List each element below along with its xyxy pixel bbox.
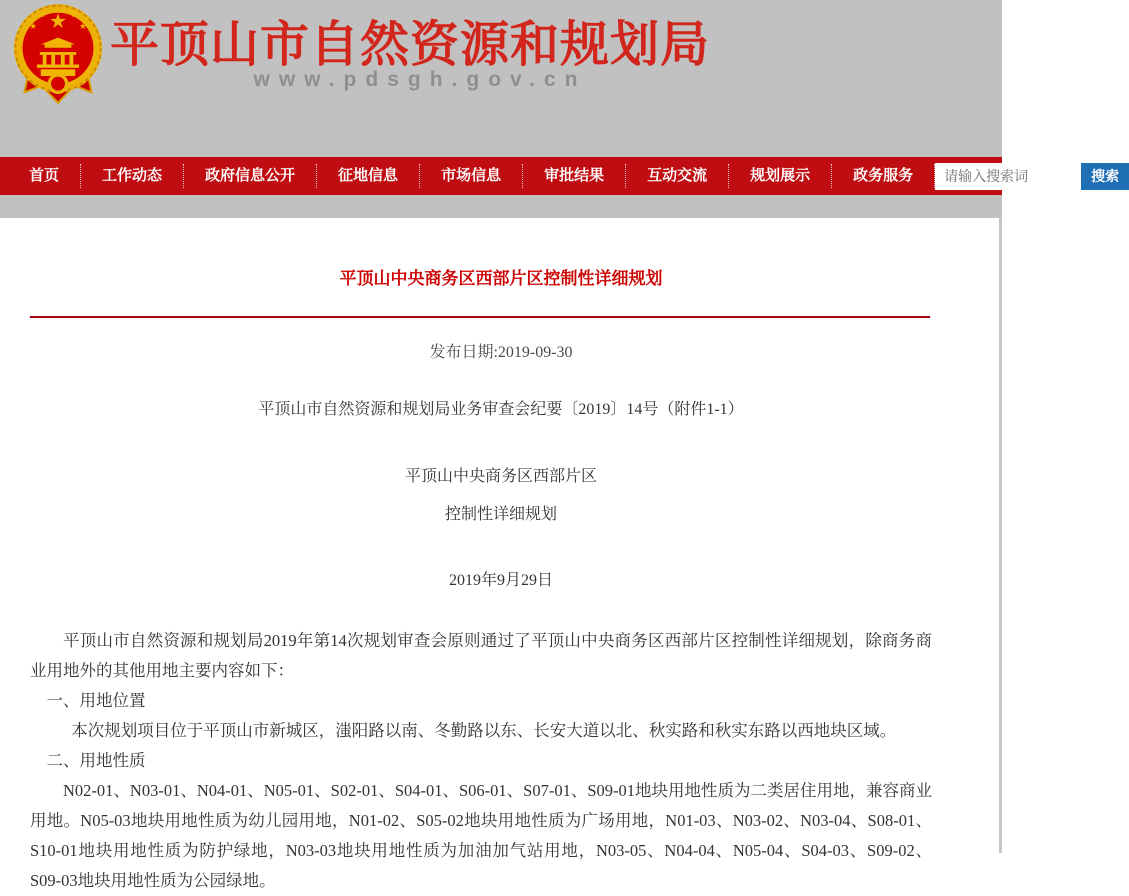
nav-item-land-acquisition-info[interactable]: 征地信息 bbox=[317, 164, 420, 188]
nav-item-gov-info-disclosure[interactable]: 政府信息公开 bbox=[184, 164, 317, 188]
document-date: 2019年9月29日 bbox=[448, 572, 553, 589]
title-divider bbox=[30, 316, 930, 318]
search-box bbox=[935, 163, 1129, 190]
article bbox=[0, 218, 1002, 896]
document-subtitle-line1: 平顶山中央商务区西部片区 bbox=[404, 468, 597, 485]
publish-date: 发布日期:2019-09-30 bbox=[429, 344, 573, 361]
section-heading: 二、用地性质 bbox=[46, 751, 146, 770]
site-title: 平顶山市自然资源和规划局 bbox=[110, 18, 711, 72]
nav-item-planning-display[interactable]: 规划展示 bbox=[729, 164, 832, 188]
document-body bbox=[30, 626, 932, 896]
china-national-emblem-icon bbox=[12, 2, 104, 104]
nav-item-interactive-exchange[interactable]: 互动交流 bbox=[626, 164, 729, 188]
search-button[interactable]: 搜索 bbox=[1081, 163, 1129, 190]
nav-items bbox=[8, 164, 935, 188]
body-paragraph: 平顶山市自然资源和规划局2019年第14次规划审查会原则通过了平顶山中央商务区西部片区控制性详细规划，除商务商业用地外的其他用地主要内容如下： bbox=[30, 631, 932, 680]
document-subtitle-line2: 控制性详细规划 bbox=[444, 506, 557, 523]
document-title: 平顶山中央商务区西部片区控制性详细规划 bbox=[339, 269, 663, 288]
body-paragraph: 本次规划项目位于平顶山市新城区，滍阳路以南、冬勤路以东、长安大道以北、秋实路和秋实东路以西地块区域。 bbox=[71, 721, 897, 740]
nav-item-approval-results[interactable]: 审批结果 bbox=[523, 164, 626, 188]
header-spacer-band bbox=[0, 195, 1002, 218]
minutes-reference: 平顶山市自然资源和规划局业务审查会纪要〔2019〕14号（附件1-1） bbox=[258, 401, 744, 418]
nav-item-market-info[interactable]: 市场信息 bbox=[420, 164, 523, 188]
search-input[interactable] bbox=[935, 163, 1075, 190]
nav-item-gov-services[interactable]: 政务服务 bbox=[832, 164, 935, 188]
section-heading: 一、用地位置 bbox=[46, 691, 146, 710]
site-url: www.pdsgh.gov.cn bbox=[253, 68, 587, 91]
window-edge-strip bbox=[999, 218, 1002, 853]
main-nav bbox=[0, 157, 1120, 195]
nav-item-work-news[interactable]: 工作动态 bbox=[81, 164, 184, 188]
site-header bbox=[0, 0, 1002, 157]
nav-item-home[interactable]: 首页 bbox=[8, 164, 81, 188]
body-paragraph: N02-01、N03-01、N04-01、N05-01、S02-01、S04-01、S06-01、S07-01、S09-01地块用地性质为二类居住用地，兼容商业用地。N05-03地块用地性质为幼儿园用地，N01-02、S05-02地块用地性质为广场用地，N01-03、N03-02、N03-04、S08-01、S10-01地块用地性质为防护绿地，N03-03地块用地性质为加油加气站用地，N03-05、N04-04、N05-04、S04-03、S09-02、S09-03地块用地性质为公园绿地。 bbox=[30, 781, 932, 890]
